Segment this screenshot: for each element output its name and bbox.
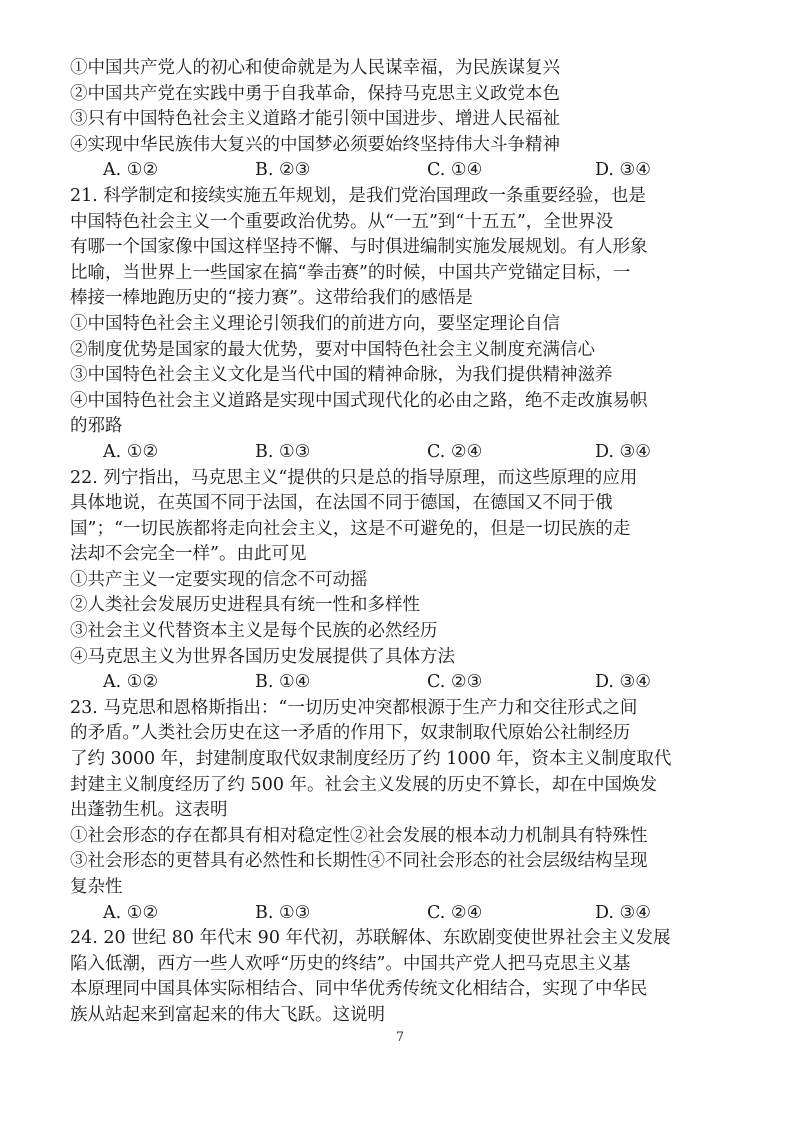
question-stem-line: 封建主义制度经历了约 500 年。社会主义发展的历史不算长，却在中国焕发 bbox=[70, 774, 658, 795]
question-24 bbox=[70, 926, 734, 1028]
statement-2: ②人类社会发展历史进程具有统一性和多样性 bbox=[70, 595, 420, 616]
answer-options bbox=[70, 158, 734, 184]
option-c: C. ②③ bbox=[427, 672, 483, 693]
answer-options bbox=[70, 440, 734, 466]
option-b: B. ①③ bbox=[255, 441, 311, 462]
option-a: A. ①② bbox=[103, 902, 159, 923]
question-stem-line: 23. 马克思和恩格斯指出：“一切历史冲突都根源于生产力和交往形式之间 bbox=[70, 697, 638, 718]
statement-2: ②制度优势是国家的最大优势，要对中国特色社会主义制度充满信心 bbox=[70, 339, 595, 360]
statement-4: ④马克思主义为世界各国历史发展提供了具体方法 bbox=[70, 646, 455, 667]
statement-3: ③中国特色社会主义文化是当代中国的精神命脉，为我们提供精神滋养 bbox=[70, 365, 613, 386]
option-c: C. ①④ bbox=[427, 160, 483, 181]
question-stem-line: 族从站起来到富起来的伟大飞跃。这说明 bbox=[70, 1004, 385, 1025]
statement-4: ④实现中华民族伟大复兴的中国梦必须要始终坚持伟大斗争精神 bbox=[70, 134, 560, 155]
question-stem-line: 中国特色社会主义一个重要政治优势。从“一五”到“十五五”，全世界没 bbox=[70, 211, 614, 232]
option-c: C. ②④ bbox=[427, 441, 483, 462]
question-stem-line: 22. 列宁指出，马克思主义“提供的只是总的指导原理，而这些原理的应用 bbox=[70, 467, 638, 488]
statement-3: ③只有中国特色社会主义道路才能引领中国进步、增进人民福祉 bbox=[70, 109, 560, 130]
option-b: B. ①④ bbox=[255, 672, 311, 693]
statements-1-2: ①社会形态的存在都具有相对稳定性②社会发展的根本动力机制具有特殊性 bbox=[70, 825, 648, 846]
option-d: D. ③④ bbox=[595, 902, 651, 923]
question-stem-line: 法却不会完全一样”。由此可见 bbox=[70, 544, 307, 565]
question-stem-line: 具体地说，在英国不同于法国，在法国不同于德国，在德国又不同于俄 bbox=[70, 493, 613, 514]
option-c: C. ②④ bbox=[427, 902, 483, 923]
question-stem-line: 21. 科学制定和接续实施五年规划，是我们党治国理政一条重要经验，也是 bbox=[70, 185, 646, 206]
option-d: D. ③④ bbox=[595, 160, 651, 181]
question-stem-line: 国”；“一切民族都将走向社会主义，这是不可避免的，但是一切民族的走 bbox=[70, 518, 631, 539]
question-20-tail bbox=[70, 56, 734, 184]
question-stem-line: 本原理同中国具体实际相结合、同中华优秀传统文化相结合，实现了中华民 bbox=[70, 979, 648, 1000]
question-stem-line: 棒接一棒地跑历史的“接力赛”。这带给我们的感悟是 bbox=[70, 288, 473, 309]
question-stem-line: 的矛盾。”人类社会历史在这一矛盾的作用下，奴隶制取代原始公社制经历 bbox=[70, 723, 631, 744]
question-23 bbox=[70, 696, 734, 926]
option-a: A. ①② bbox=[103, 672, 159, 693]
option-a: A. ①② bbox=[103, 160, 159, 181]
statement-4-continued: 的邪路 bbox=[70, 416, 123, 437]
page-content bbox=[70, 56, 734, 1029]
statement-1: ①中国特色社会主义理论引领我们的前进方向，要坚定理论自信 bbox=[70, 313, 560, 334]
question-stem-line: 出蓬勃生机。这表明 bbox=[70, 800, 228, 821]
option-d: D. ③④ bbox=[595, 672, 651, 693]
question-stem-line: 陷入低潮，西方一些人欢呼“历史的终结”。中国共产党人把马克思主义基 bbox=[70, 953, 631, 974]
question-22 bbox=[70, 466, 734, 696]
statement-2: ②中国共产党在实践中勇于自我革命，保持马克思主义政党本色 bbox=[70, 83, 560, 104]
option-b: B. ②③ bbox=[255, 160, 311, 181]
question-stem-line: 了约 3000 年，封建制度取代奴隶制度经历了约 1000 年，资本主义制度取代 bbox=[70, 749, 672, 770]
option-a: A. ①② bbox=[103, 441, 159, 462]
answer-options bbox=[70, 670, 734, 696]
answer-options bbox=[70, 901, 734, 927]
question-stem-line: 有哪一个国家像中国这样坚持不懈、与时俱进编制实施发展规划。有人形象 bbox=[70, 237, 648, 258]
statement-1: ①中国共产党人的初心和使命就是为人民谋幸福，为民族谋复兴 bbox=[70, 58, 560, 78]
statement-4-continued: 复杂性 bbox=[70, 877, 123, 897]
statements-3-4: ③社会形态的更替具有必然性和长期性④不同社会形态的社会层级结构呈现 bbox=[70, 851, 648, 872]
question-21 bbox=[70, 184, 734, 466]
question-stem-line: 比喻，当世界上一些国家在搞“拳击赛”的时候，中国共产党锚定目标，一 bbox=[70, 262, 631, 283]
question-stem-line: 24. 20 世纪 80 年代末 90 年代初，苏联解体、东欧剧变使世界社会主义发展 bbox=[70, 928, 671, 949]
page-number: 7 bbox=[395, 1030, 405, 1045]
statement-3: ③社会主义代替资本主义是每个民族的必然经历 bbox=[70, 621, 438, 642]
statement-4: ④中国特色社会主义道路是实现中国式现代化的必由之路，绝不走改旗易帜 bbox=[70, 390, 648, 411]
option-b: B. ①③ bbox=[255, 902, 311, 923]
statement-1: ①共产主义一定要实现的信念不可动摇 bbox=[70, 569, 368, 590]
option-d: D. ③④ bbox=[595, 441, 651, 462]
